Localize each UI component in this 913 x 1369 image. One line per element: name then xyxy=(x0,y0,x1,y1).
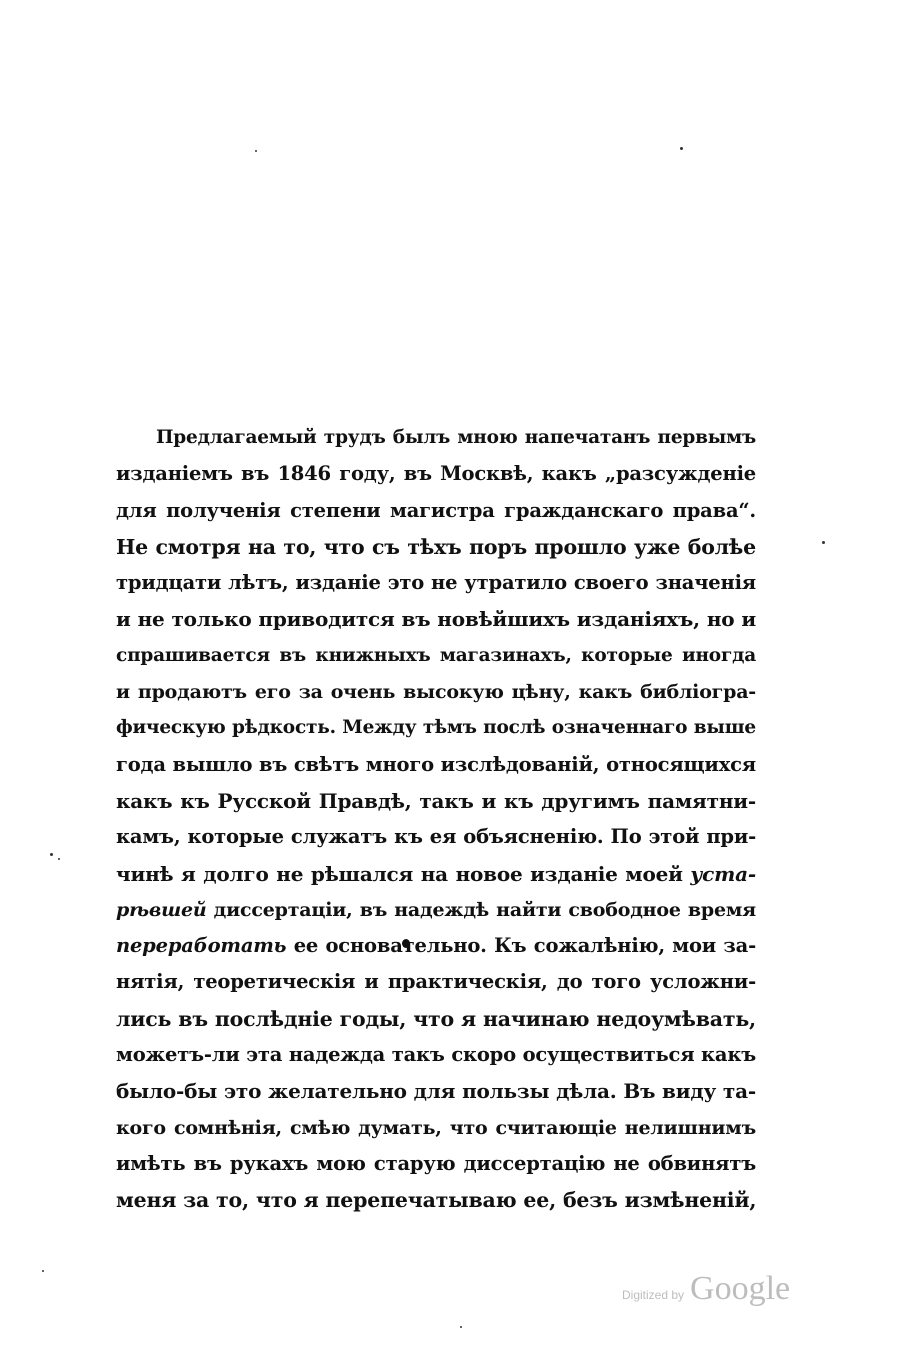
text-segment: ее основательно. Къ сожалѣнію, мои за- xyxy=(293,934,756,958)
text-line: изданіемъ въ 1846 году, въ Москвѣ, какъ „разсужденіе xyxy=(116,462,756,486)
body-paragraph xyxy=(116,420,756,1219)
text-line: Не смотря на то, что съ тѣхъ поръ прошло уже болѣе xyxy=(116,534,756,559)
text-segment: диссертаціи, въ надеждѣ найти свободное время xyxy=(213,898,756,921)
text-line: какъ къ Русской Правдѣ, такъ и къ другимъ памятни- xyxy=(116,788,756,813)
text-line: было-бы это желательно для пользы дѣла. Въ виду та- xyxy=(116,1079,756,1104)
italic-segment: переработать xyxy=(116,934,287,958)
google-logo: Google xyxy=(690,1270,791,1307)
text-line: нятія, теоретическія и практическія, до того усложни- xyxy=(116,970,756,994)
text-line xyxy=(116,892,756,928)
scan-speck xyxy=(680,147,683,150)
scan-speck xyxy=(50,853,53,856)
text-line: имѣть въ рукахъ мою старую диссертацію не обвинятъ xyxy=(116,1151,756,1175)
text-line: и продаютъ его за очень высокую цѣну, какъ библіогра- xyxy=(116,681,756,704)
watermark-digitized-by: Digitized by xyxy=(622,1288,685,1302)
text-line: меня за то, что я перепечатываю ее, безъ измѣненій, xyxy=(116,1188,757,1213)
text-line: кого сомнѣнія, смѣю думать, что считающіе нелишнимъ xyxy=(116,1116,756,1139)
italic-segment: рѣвшей xyxy=(116,898,207,921)
text-line: тридцати лѣтъ, изданіе это не утратило своего значенія xyxy=(116,571,756,595)
text-line xyxy=(116,856,756,892)
text-line: и не только приводится въ новѣйшихъ изданіяхъ, но и xyxy=(116,607,756,632)
italic-segment: уста- xyxy=(690,861,756,886)
scan-speck xyxy=(460,1326,462,1328)
text-segment: чинѣ я долго не рѣшался на новое изданіе моей xyxy=(116,861,683,886)
scan-speck xyxy=(58,858,60,860)
text-line xyxy=(116,928,756,964)
scan-speck xyxy=(822,541,825,544)
text-line: спрашивается въ книжныхъ магазинахъ, которые иногда xyxy=(116,644,756,666)
scan-speck xyxy=(42,1270,44,1272)
text-line: лись въ послѣдніе годы, что я начинаю недоумѣвать, xyxy=(116,1006,756,1031)
google-watermark xyxy=(622,1270,790,1308)
text-line: фическую рѣдкость. Между тѣмъ послѣ означеннаго выше xyxy=(116,717,756,739)
text-line: года вышло въ свѣтъ много изслѣдованій, относящихся xyxy=(116,752,756,776)
scan-speck xyxy=(255,150,257,152)
text-line: можетъ-ли эта надежда такъ скоро осуществиться какъ xyxy=(116,1043,756,1067)
text-line: камъ, которые служатъ къ ея объясненію. По этой при- xyxy=(116,825,756,849)
text-line: Предлагаемый трудъ былъ мною напечатанъ первымъ xyxy=(156,427,756,448)
text-line: для полученія степени магистра гражданскаго права“. xyxy=(116,498,756,522)
